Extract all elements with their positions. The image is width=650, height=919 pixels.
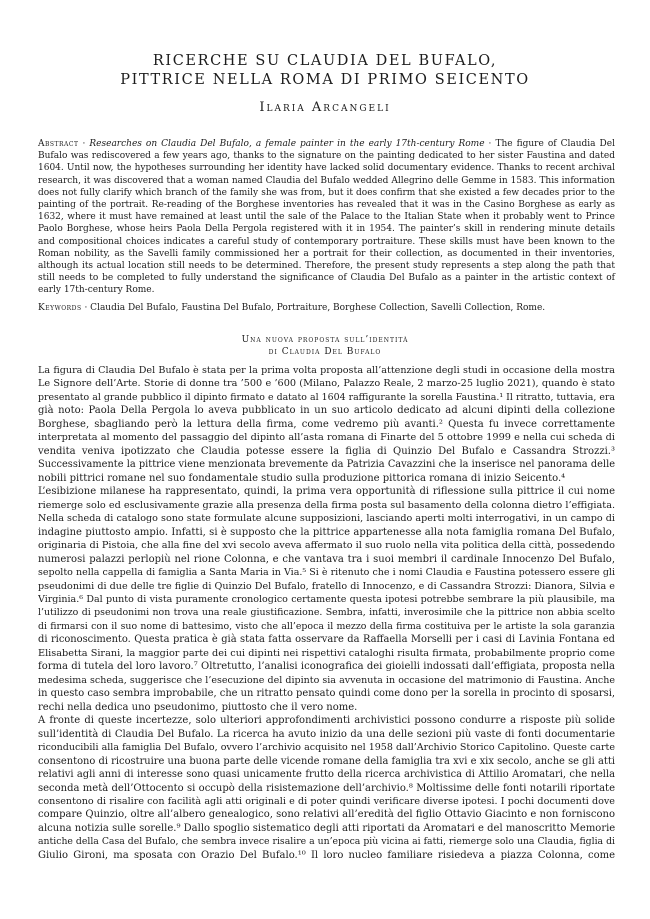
abstract-text: · The figure of Claudia Del Bufalo was rediscovered a few years ago, thanks to the signature on the painting dedicated to her sister Faustina and dated 1604. Until now, the hypotheses surrounding her identity have lacked solid documentary evidence. Thanks to recent archival research, it was discovered that a woman named Claudia del Bufalo wedded Allegrino delle Gemme in 1583. This information does not fully clarify which branch of the family she was from, but it does confirm that she existed a few decades prior to the painting of the portrait. Re-reading of the Borghese inventories has revealed that it was in the Casino Borghese as early as 1632, where it must have remained at least until the sale of the Palace to the Italian State when it probably went to Prince Paolo Borghese, whose heirs Paola Della Pergola registered with it in 1954. The painter’s skill in rendering minute details and compositional choices indicates a careful study of contemporary portraiture. These skills must have been known to the Roman nobility, as the Savelli family commissioned her a portrait for their collection, as documented in their inventories, although its actual location still needs to be determined. Therefore, the present study represents a step along the path that still needs to be completed to fully understand the significance of Claudia Del Bufalo as a painter in the artistic context of early 17th-century Rome.	[38, 139, 615, 296]
body-line: pseudonimi di due delle tre figlie di Quinzio Del Bufalo, fratello di Innocenzo, e di Cassandra Strozzi: Dianora, Silvia e	[38, 580, 615, 592]
body-line: originaria di Pistoia, che alla fine del xvi secolo aveva affermato il suo ruolo nella vita politica della città, possedendo	[38, 540, 615, 552]
body-text	[38, 364, 615, 862]
body-line: seconda metà dell’Ottocento si occupò della risistemazione dell’archivio.⁸ Moltissime delle fonti notarili riportate	[38, 782, 615, 794]
body-line: rechi nella dedica uno pseudonimo, piuttosto che il vero nome.	[38, 701, 358, 713]
body-line: interpretata al momento del passaggio del dipinto all’asta romana di Finarte del 5 ottobre 1999 e nella cui scheda di	[38, 432, 615, 444]
keywords	[38, 302, 615, 314]
body-line: medesima scheda, suggerisce che l’esecuzione del dipinto sia avvenuta in occasione del matrimonio di Faustina. Anche	[38, 674, 615, 686]
body-line: forma di tutela del loro lavoro.⁷ Oltretutto, l’analisi iconografica dei gioielli indossati dall’effigiata, proposta nella	[38, 661, 615, 673]
body-line: Virginia.⁶ Dal punto di vista puramente cronologico certamente questa ipotesi potrebbe sembrare la più plausibile, ma	[38, 593, 615, 605]
body-line: riemerge solo ed esclusivamente grazie alla presenza della firma posta sul basamento della colonna dietro l’effigiata.	[38, 499, 615, 511]
abstract-subtitle: Researches on Claudia Del Bufalo, a female painter in the early 17th-century Rome	[89, 139, 485, 149]
keywords-label: Keywords	[38, 303, 82, 313]
body-line: compare Quinzio, oltre all’albero genealogico, sono relativi all’eredità del figlio Ottavio Giacinto e non forniscono	[38, 809, 615, 821]
body-line: consentono di ricostruire una buona parte delle vicende romane della famiglia tra xvi e xix secolo, anche se gli atti	[38, 755, 615, 767]
body-line: vendita veniva ipotizzato che Claudia potesse essere la figlia di Quinzio Del Bufalo e Cassandra Strozzi.³	[38, 445, 615, 457]
body-line: sepolto nella cappella di famiglia a Santa Maria in Via.⁵ Si è ritenuto che i nomi Claudia e Faustina potessero essere gli	[38, 567, 615, 579]
body-line: di riconoscimento. Questa pratica è già stata fatta osservare da Raffaella Morselli per i casi di Lavinia Fontana ed	[38, 634, 615, 646]
body-line: A fronte di queste incertezze, solo ulteriori approfondimenti archivistici possono condurre a risposte più solide	[38, 715, 615, 727]
abstract-separator: ·	[78, 139, 90, 149]
body-line: consentono di risalire con facilità agli atti originali e di poter quindi verificare diverse ipotesi. I pochi documenti dove	[38, 796, 615, 807]
body-line: numerosi palazzi perlopiù nel rione Colonna, e che vantava tra i suoi membri il cardinale Innocenzo Del Bufalo,	[38, 553, 615, 565]
body-line: Elisabetta Sirani, la maggior parte dei cui dipinti nei rispettivi cataloghi risulta firmata, probabilmente proprio come	[38, 647, 615, 659]
body-line: L’esibizione milanese ha rappresentato, quindi, la prima vera opportunità di riflessione sulla pittrice il cui nome	[38, 486, 615, 498]
body-line: La figura di Claudia Del Bufalo è stata per la prima volta proposta all’attenzione degli studi in occasione della mostra	[38, 365, 615, 376]
keywords-text: · Claudia Del Bufalo, Faustina Del Bufalo, Portraiture, Borghese Collection, Savelli Collection, Rome.	[81, 303, 546, 313]
body-line: sull’identità di Claudia Del Bufalo. La ricerca ha avuto inizio da una delle sezioni più vaste di fonti documentarie	[38, 728, 615, 740]
body-line: antiche della Casa del Bufalo, che sembra invece risalire a un’epoca più vicina ai fatti, riemerge solo una Claudia, figlia di	[38, 836, 615, 848]
section-heading-line-1: Una nuova proposta sull’identità	[241, 335, 409, 345]
body-line: l’utilizzo di pseudonimi non trova una reale giustificazione. Sembra, infatti, inverosimile che la pittrice non abbia scelto	[38, 607, 615, 619]
body-line: Giulio Gironi, ma sposata con Orazio Del Bufalo.¹⁰ Il loro nucleo familiare risiedeva a piazza Colonna, come	[38, 849, 615, 861]
body-line: Successivamente la pittrice viene menzionata brevemente da Patrizia Cavazzini che la inserisce nel panorama delle	[38, 459, 615, 471]
body-line: nobili pittrici romane nel suo fondamentale studio sulla produzione pittorica romana di inizio Seicento.⁴	[38, 472, 566, 484]
author-name: Ilaria Arcangeli	[259, 100, 391, 115]
abstract-label: Abstract	[38, 139, 79, 149]
body-line: riconducibili alla famiglia Del Bufalo, ovvero l’archivio acquisito nel 1958 dall’Archivio Storico Capitolino. Queste carte	[38, 742, 615, 754]
body-line: alcuna notizia sulle sorelle.⁹ Dallo spoglio sistematico degli atti riportati da Aromatari e del manoscritto Memorie	[38, 822, 615, 834]
body-line: presentato al grande pubblico il dipinto firmato e datato al 1604 raffigurante la sorella Faustina.¹ Il ritratto, tuttavia, era	[38, 391, 615, 403]
article-title-line-2: PITTRICE NELLA ROMA DI PRIMO SEICENTO	[120, 72, 530, 88]
article-title-line-1: RICERCHE SU CLAUDIA DEL BUFALO,	[152, 53, 498, 69]
body-line: Borghese, sbagliando però la lettura della firma, come vedremo più avanti.² Questa fu invece correttamente	[38, 418, 615, 430]
body-line: indagine piuttosto ampio. Infatti, si è supposto che la pittrice appartenesse alla nota famiglia romana Del Bufalo,	[38, 526, 615, 538]
body-line: già noto: Paola Della Pergola lo aveva pubblicato in un suo articolo dedicato ad alcuni dipinti della collezione	[38, 405, 615, 417]
body-line: relativi agli anni di interesse sono quasi unicamente frutto della ricerca archivistica di Attilio Aromatari, che nella	[38, 769, 615, 781]
body-line: Nella scheda di catalogo sono state formulate alcune supposizioni, lasciando aperti molti interrogativi, in un campo di	[38, 513, 615, 525]
abstract	[38, 138, 615, 297]
body-line: Le Signore dell’Arte. Storie di donne tra ’500 e ’600 (Milano, Palazzo Reale, 2 marzo-25 luglio 2021), quando è stato	[38, 378, 615, 390]
body-line: in questo caso sembra improbabile, che un ritratto pensato quindi come dono per la sorella in procinto di sposarsi,	[38, 688, 615, 700]
body-line: di firmarsi con il suo nome di battesimo, visto che all’epoca il mezzo della firma costituiva per le artiste la sola garanzia	[38, 620, 615, 632]
section-heading-line-2: di Claudia Del Bufalo	[268, 347, 382, 357]
